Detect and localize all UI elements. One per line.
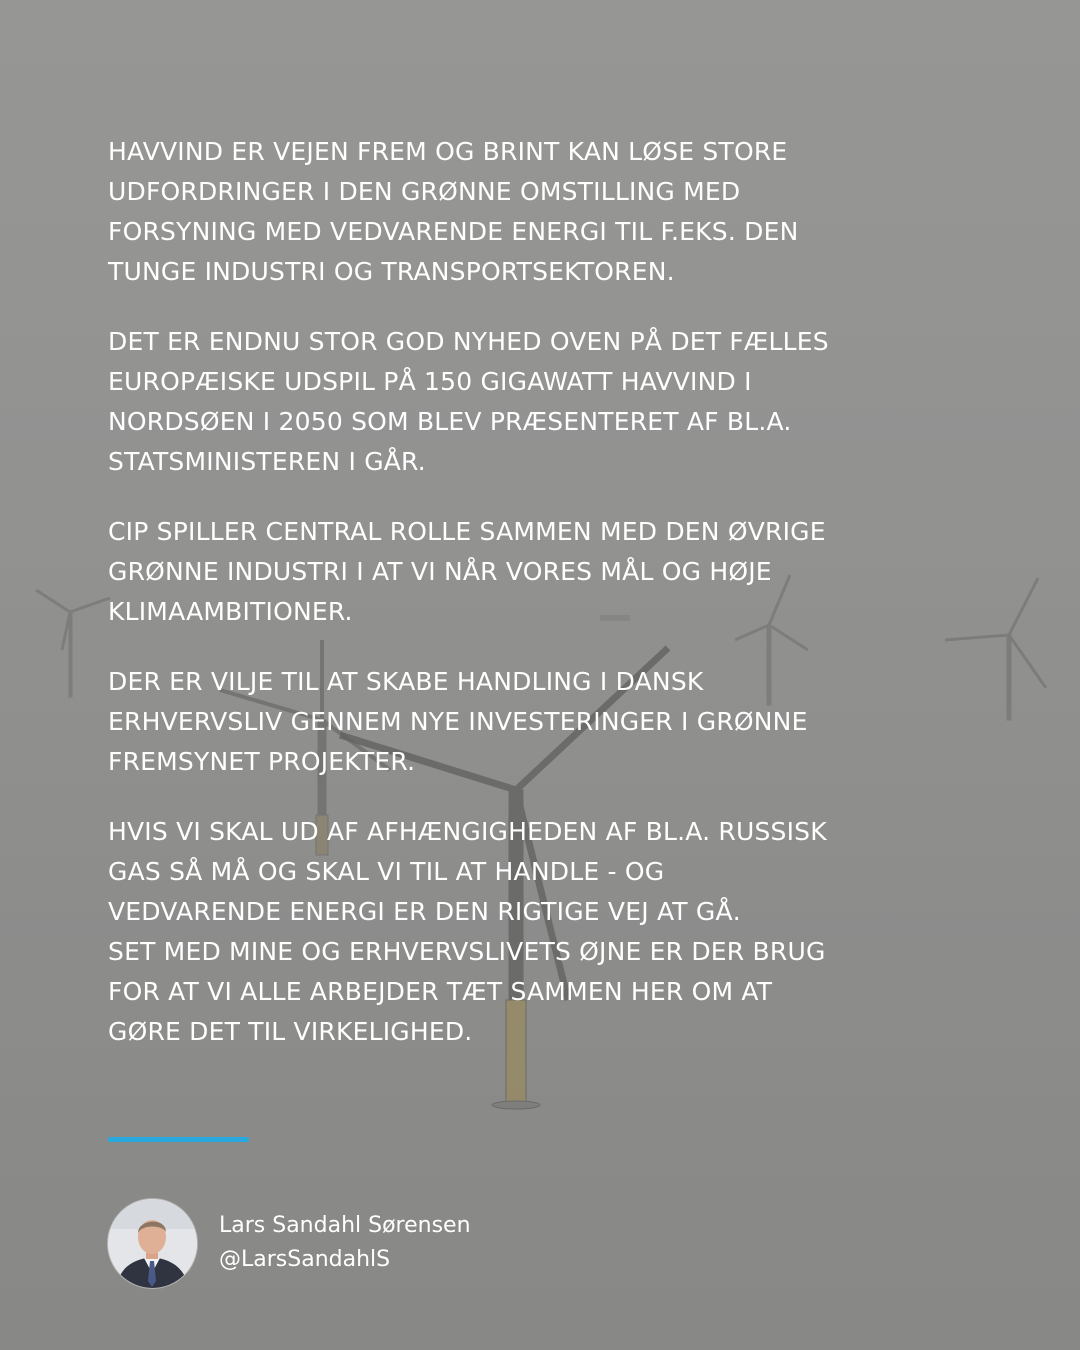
text-line: FOR AT VI ALLE ARBEJDER TÆT SAMMEN HER OM AT xyxy=(108,977,773,1006)
text-line: CIP SPILLER CENTRAL ROLLE SAMMEN MED DEN ØVRIGE xyxy=(108,517,826,546)
post-body xyxy=(108,132,868,1082)
paragraph-1 xyxy=(108,132,868,292)
text-line: STATSMINISTEREN I GÅR. xyxy=(108,447,426,476)
paragraph-2 xyxy=(108,322,868,482)
text-line: DER ER VILJE TIL AT SKABE HANDLING I DANSK xyxy=(108,667,704,696)
author-name: Lars Sandahl Sørensen xyxy=(219,1213,471,1238)
text-line: NORDSØEN I 2050 SOM BLEV PRÆSENTERET AF BL.A. xyxy=(108,407,792,436)
text-line: HAVVIND ER VEJEN FREM OG BRINT KAN LØSE STORE xyxy=(108,137,788,166)
avatar[interactable] xyxy=(108,1199,197,1288)
text-line: KLIMAAMBITIONER. xyxy=(108,597,353,626)
text-line: FORSYNING MED VEDVARENDE ENERGI TIL F.EKS. DEN xyxy=(108,217,799,246)
text-line: EUROPÆISKE UDSPIL PÅ 150 GIGAWATT HAVVIND I xyxy=(108,367,752,396)
accent-divider xyxy=(108,1137,249,1142)
text-line: ERHVERVSLIV GENNEM NYE INVESTERINGER I GRØNNE xyxy=(108,707,808,736)
author-text xyxy=(219,1209,471,1277)
text-line: GAS SÅ MÅ OG SKAL VI TIL AT HANDLE - OG xyxy=(108,857,665,886)
text-line: FREMSYNET PROJEKTER. xyxy=(108,747,416,776)
text-line: HVIS VI SKAL UD AF AFHÆNGIGHEDEN AF BL.A. RUSSISK xyxy=(108,817,827,846)
paragraph-3 xyxy=(108,512,868,632)
text-line: DET ER ENDNU STOR GOD NYHED OVEN PÅ DET FÆLLES xyxy=(108,327,829,356)
text-line: SET MED MINE OG ERHVERVSLIVETS ØJNE ER DER BRUG xyxy=(108,937,826,966)
author-block xyxy=(108,1198,471,1288)
text-line: GRØNNE INDUSTRI I AT VI NÅR VORES MÅL OG HØJE xyxy=(108,557,772,586)
text-line: VEDVARENDE ENERGI ER DEN RIGTIGE VEJ AT GÅ. xyxy=(108,897,741,926)
text-line: TUNGE INDUSTRI OG TRANSPORTSEKTOREN. xyxy=(108,257,675,286)
text-line: UDFORDRINGER I DEN GRØNNE OMSTILLING MED xyxy=(108,177,741,206)
author-handle[interactable]: @LarsSandahlS xyxy=(219,1247,391,1272)
text-line: GØRE DET TIL VIRKELIGHED. xyxy=(108,1017,473,1046)
paragraph-5 xyxy=(108,812,868,1052)
paragraph-4 xyxy=(108,662,868,782)
